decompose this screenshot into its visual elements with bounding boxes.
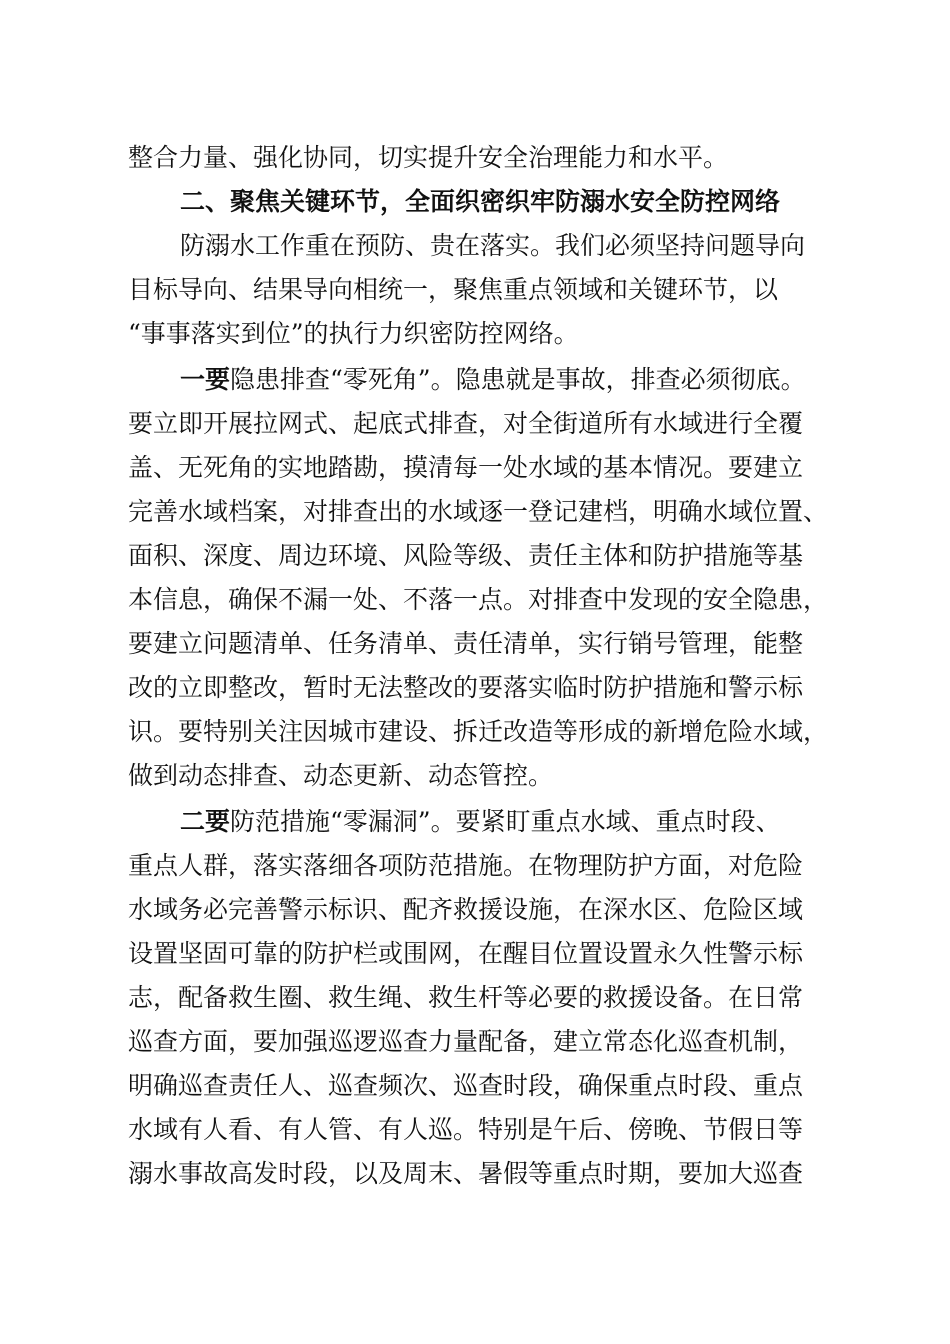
text-line: 识。要特别关注因城市建设、拆迁改造等形成的新增危险水域， <box>128 717 829 746</box>
text-line: 水域务必完善警示标识、配齐救援设施，在深水区、危险区域 <box>128 895 804 924</box>
text-line: 整合力量、强化协同，切实提升安全治理能力和水平。 <box>128 143 729 172</box>
text-line: 要立即开展拉网式、起底式排查，对全街道所有水域进行全覆 <box>128 409 804 438</box>
paragraph-first-line <box>180 360 806 400</box>
text-line: 溺水事故高发时段，以及周末、暑假等重点时期，要加大巡查 <box>128 1159 804 1188</box>
text-line: 要建立问题清单、任务清单、责任清单，实行销号管理，能整 <box>128 629 804 658</box>
text-line: 防范措施“零漏洞”。要紧盯重点水域、重点时段、 <box>230 807 781 836</box>
text-line: 设置坚固可靠的防护栏或围网，在醒目位置设置永久性警示标 <box>128 939 804 968</box>
text-line: 盖、无死角的实地踏勘，摸清每一处水域的基本情况。要建立 <box>128 453 804 482</box>
text-line: 面积、深度、周边环境、风险等级、责任主体和防护措施等基 <box>128 541 804 570</box>
text-line: 目标导向、结果导向相统一，聚焦重点领域和关键环节，以 <box>128 275 779 304</box>
paragraph-lead: 一要 <box>180 365 231 394</box>
text-line: 水域有人看、有人管、有人巡。特别是午后、傍晚、节假日等 <box>128 1115 804 1144</box>
text-line: 做到动态排查、动态更新、动态管控。 <box>128 761 554 790</box>
text-line: 隐患排查“零死角”。隐患就是事故，排查必须彻底。 <box>230 365 806 394</box>
paragraph-lead: 二要 <box>180 807 231 836</box>
text-line: “事事落实到位”的执行力织密防控网络。 <box>128 319 579 348</box>
text-line: 明确巡查责任人、巡查频次、巡查时段，确保重点时段、重点 <box>128 1071 804 1100</box>
text-line: 巡查方面，要加强巡逻巡查力量配备，建立常态化巡查机制， <box>128 1027 804 1056</box>
text-line: 防溺水工作重在预防、贵在落实。我们必须坚持问题导向 <box>180 231 806 260</box>
text-line: 改的立即整改，暂时无法整改的要落实临时防护措施和警示标 <box>128 673 804 702</box>
text-line: 重点人群，落实落细各项防范措施。在物理防护方面，对危险 <box>128 851 804 880</box>
section-heading: 二、聚焦关键环节，全面织密织牢防溺水安全防控网络 <box>180 187 781 216</box>
paragraph-first-line <box>180 802 781 842</box>
text-line: 完善水域档案，对排查出的水域逐一登记建档，明确水域位置、 <box>128 497 829 526</box>
text-line: 本信息，确保不漏一处、不落一点。对排查中发现的安全隐患， <box>128 585 829 614</box>
text-line: 志，配备救生圈、救生绳、救生杆等必要的救援设备。在日常 <box>128 983 804 1012</box>
